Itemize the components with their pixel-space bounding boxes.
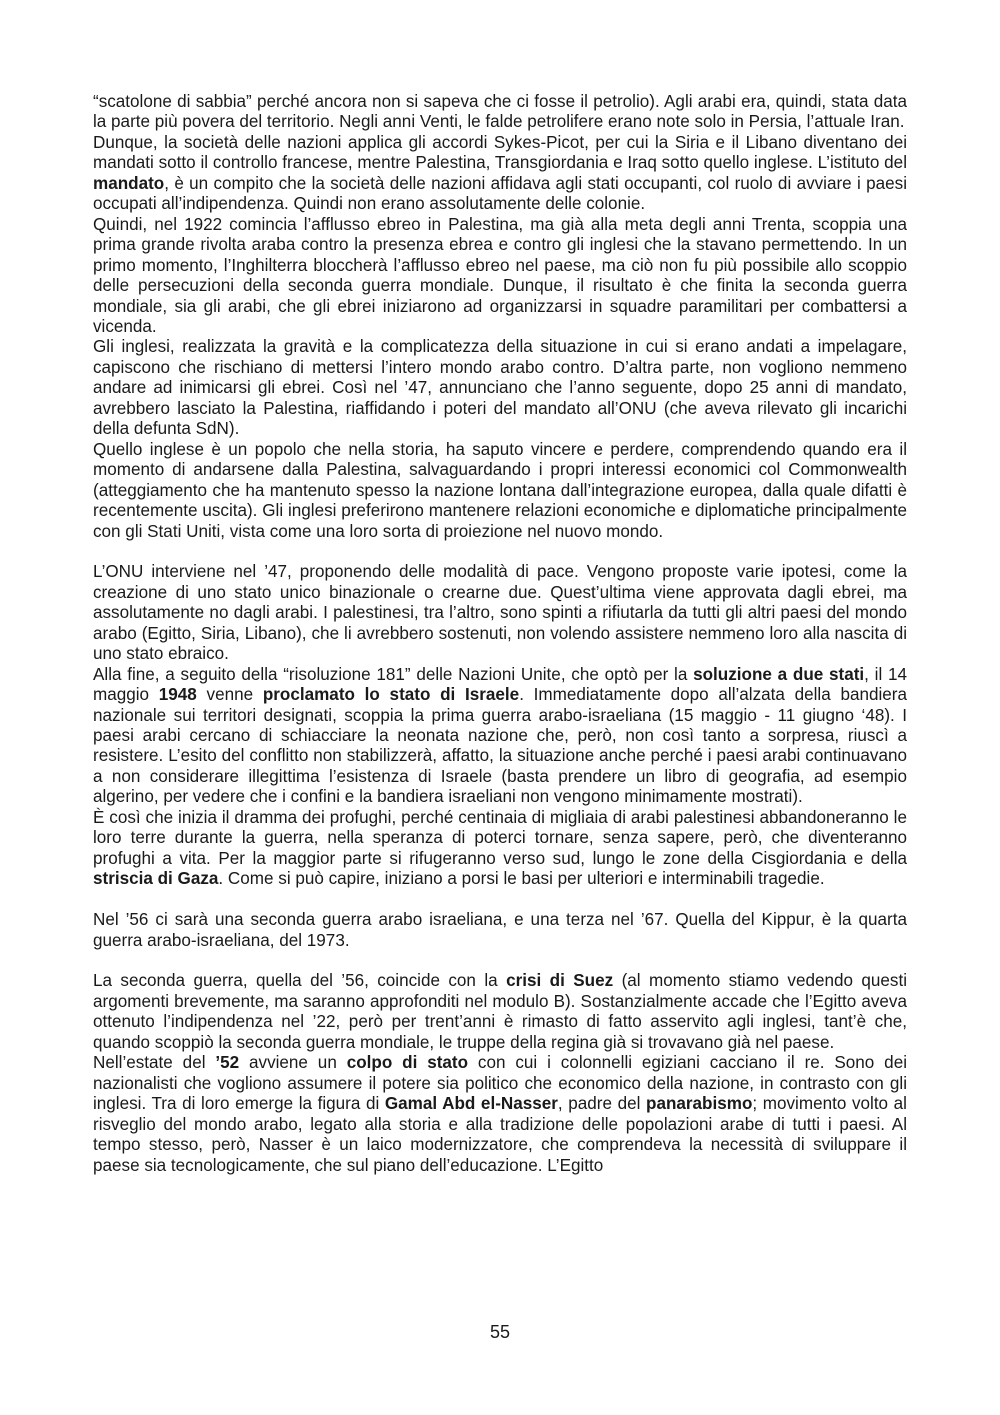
text-run: L’ONU interviene nel ’47, proponendo delle modalità di pace. Vengono proposte varie ipotesi, come la creazione di uno stato unico binazionale o crearne due. Quest’ultima viene approvata dagli ebrei, ma assolutamente no dagli arabi. I palestinesi, tra l’altro, sono spinti a rifiutarla da tutti gli altri paesi del mondo arabo (Egitto, Siria, Libano), che li avrebbero sostenuti, non volendo assistere nemmeno loro alla nascita di uno stato ebraico. [93,562,907,664]
text-run: . Immediatamente dopo all’alzata della bandiera nazionale sui territori designati, scoppia la prima guerra arabo-israeliana (15 maggio - 11 giugno ‘48). I paesi arabi cercano di schiacciare la neonata nazione che, però, non così tanto a sorpresa, riuscì a resistere. L’esito del conflitto non stabilizzerà, affatto, la situazione anche perché i paesi arabi continuavano a non considerare illegittima l’esistenza di Israele (basta prendere un libro di geografia, ad esempio algerino, per vedere che i confini e la bandiera israeliani non vengono minimamente mostrati). [93,685,907,807]
bold-term: Gamal Abd el-Nasser [384,1094,558,1114]
paragraph [93,808,907,890]
text-run: Alla fine, a seguito della “risoluzione 181” delle Nazioni Unite, che optò per la [93,664,694,684]
bold-term: colpo di stato [346,1053,469,1073]
text-run: venne [196,685,263,705]
text-run: , il 14 maggio [93,664,908,705]
paragraph [93,1053,907,1176]
text-run: Quello inglese è un popolo che nella storia, ha saputo vincere e perdere, comprendendo quando era il momento di andarsene dalla Palestina, salvaguardando i propri interessi economici col Commonwealth (atteggiamento che ha mantenuto spesso la nazione lontana dall’integrazione europea, dalla quale difatti è recentemente uscita). Gli inglesi preferirono mantenere relazioni economiche e diplomatiche principalmente con gli Stati Uniti, vista come una loro sorta di proiezione nel nuovo mondo. [93,439,907,541]
bold-term: proclamato lo stato di Israele [262,685,520,705]
text-run: Dunque, la società delle nazioni applica gli accordi Sykes-Picot, per cui la Siria e il Libano diventano dei mandati sotto il controllo francese, mentre Palestina, Transgiordania e Iraq sotto quello inglese. L’istituto del [93,132,907,173]
page-number: 55 [489,1322,511,1342]
paragraph-spacer [93,542,907,562]
text-run: “scatolone di sabbia” perché ancora non si sapeva che ci fosse il petrolio). Agli arabi era, quindi, stata data la parte più povera del territorio. Negli anni Venti, le falde petrolifere erano note solo in Persia, l’attuale Iran. [93,92,907,132]
paragraph [93,562,907,664]
text-run: , è un compito che la società delle nazioni affidava agli stati occupanti, col ruolo di avviare i paesi occupati all’indipendenza. Quindi non erano assolutamente delle colonie. [93,173,907,214]
text-run: Nel ’56 ci sarà una seconda guerra arabo israeliana, e una terza nel ’67. Quella del Kippur, è la quarta guerra arabo-israeliana, del 1973. [93,910,907,950]
text-run: (al momento stiamo vedendo questi argomenti brevemente, ma saranno approfonditi nel modulo B). Sostanzialmente accade che l’Egitto aveva ottenuto l’indipendenza nel ’22, però per trent’anni è rimasto di fatto asservito agli inglesi, tant’è che, quando scoppiò la seconda guerra mondiale, le truppe della regina già si trovavano già nel paese. [93,971,908,1052]
text-run: È così che inizia il dramma dei profughi, perché centinaia di migliaia di arabi palestinesi abbandoneranno le loro terre durante la guerra, nella speranza di poterci tornare, senza sapere, però, che diventeranno profughi a vita. Per la maggior parte si rifugeranno verso sud, lungo le zone della Cisgiordania e della [93,807,907,868]
bold-term: ’52 [215,1053,240,1073]
bold-term: 1948 [158,685,197,705]
bold-term: panarabismo [646,1094,753,1114]
paragraph [93,440,907,542]
text-run: La seconda guerra, quella del ’56, coincide con la [93,971,507,991]
paragraph-spacer [93,951,907,971]
text-run: , padre del [557,1094,646,1114]
paragraph [93,337,907,439]
bold-term: mandato [93,173,165,193]
bold-term: crisi di Suez [506,971,614,991]
text-run: con cui i colonnelli egiziani cacciano il re. Sono dei nazionalisti che vogliono assumere il potere sia politico che economico della nazione, in contrasto con gli inglesi. Tra di loro emerge la figura di [93,1053,907,1114]
paragraph [93,665,907,808]
text-run: ; movimento volto al risveglio del mondo arabo, legato alla storia e alla tradizione delle popolazioni arabe di tutti i paesi. Al tempo stesso, però, Nasser è un laico modernizzatore, che comprendeva la necessità di sviluppare il paese sia tecnologicamente, che sul piano dell’educazione. L’Egitto [93,1094,907,1175]
page-body [93,92,907,1176]
text-run: Gli inglesi, realizzata la gravità e la complicatezza della situazione in cui si erano andati a impelagare, capiscono che rischiano di mettersi l’intero mondo arabo contro. D’altra parte, non vogliono nemmeno andare ad inimicarsi gli ebrei. Così nel ’47, annunciano che l’anno seguente, dopo 25 anni di mandato, avrebbero lasciato la Palestina, riaffidando i poteri del mandato all’ONU (che aveva rilevato gli incarichi della defunta SdN). [93,337,907,439]
bold-term: striscia di Gaza [93,869,219,889]
text-run: . Come si può capire, iniziano a porsi le basi per ulteriori e interminabili tragedie. [218,869,825,889]
paragraph-spacer [93,890,907,910]
text-run: avviene un [239,1053,347,1073]
paragraph [93,133,907,215]
text-run: Quindi, nel 1922 comincia l’afflusso ebreo in Palestina, ma già alla meta degli anni Trenta, scoppia una prima grande rivolta araba contro la presenza ebrea e contro gli inglesi che la stavano permettendo. In un primo momento, l’Inghilterra bloccherà l’afflusso ebreo nel paese, ma ciò non fu più possibile allo scoppio delle persecuzioni della seconda guerra mondiale. Dunque, il risultato è che finita la seconda guerra mondiale, sia gli arabi, che gli ebrei iniziarono ad organizzarsi in squadre paramilitari per combattersi a vicenda. [93,214,907,336]
paragraph [93,971,907,1053]
bold-term: soluzione a due stati [693,664,865,684]
paragraph [93,215,907,338]
paragraph [93,910,907,951]
paragraph [93,92,907,133]
text-run: Nell’estate del [93,1053,216,1073]
